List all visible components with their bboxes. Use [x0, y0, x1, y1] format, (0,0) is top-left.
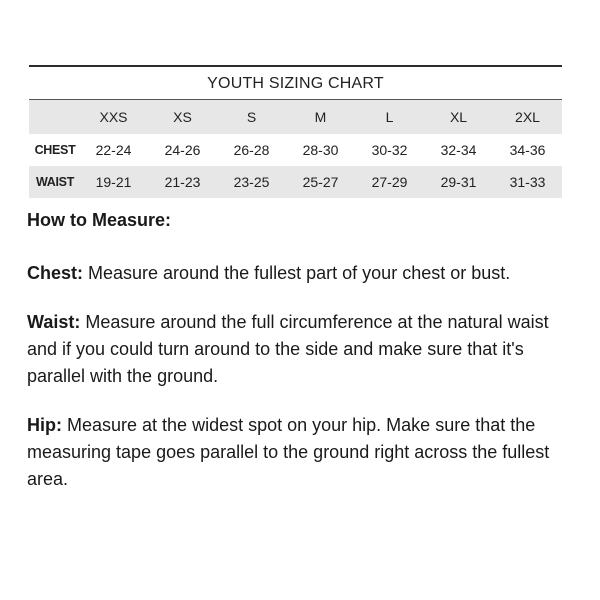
chart-title: YOUTH SIZING CHART [207, 75, 384, 92]
size-header-l: L [385, 109, 394, 125]
hip-instruction [27, 412, 577, 493]
size-header-s: S [246, 109, 257, 125]
row-label-chest: CHEST [34, 143, 76, 157]
waist-instruction-label: Waist: [27, 312, 81, 332]
chest-cell: 22-24 [95, 142, 132, 158]
waist-cell: 31-33 [509, 174, 546, 190]
waist-cell: 21-23 [164, 174, 201, 190]
size-header-xl: XL [449, 109, 468, 125]
chest-cell: 26-28 [233, 142, 270, 158]
waist-instruction-text: Measure around the full circumference at the natural waist and if you could turn around to the side and make sure that it's parallel with the ground. [27, 312, 549, 386]
chest-instruction-text: Measure around the fullest part of your chest or bust. [83, 263, 511, 283]
size-header-xs: XS [173, 109, 192, 125]
hip-instruction-text: Measure at the widest spot on your hip. Make sure that the measuring tape goes parallel to the ground right across the fullest area. [27, 415, 550, 489]
size-header-row [29, 100, 562, 134]
waist-instruction [27, 309, 577, 390]
youth-sizing-chart [29, 65, 562, 198]
chest-cell: 28-30 [302, 142, 339, 158]
chest-row [29, 134, 562, 166]
size-header-xxs: XXS [99, 109, 128, 125]
hip-instruction-label: Hip: [27, 415, 62, 435]
measure-instructions [27, 207, 577, 493]
waist-cell: 27-29 [371, 174, 408, 190]
chest-cell: 30-32 [371, 142, 408, 158]
size-header-m: M [314, 109, 327, 125]
chest-cell: 34-36 [509, 142, 546, 158]
chest-cell: 24-26 [164, 142, 201, 158]
chest-instruction-label: Chest: [27, 263, 84, 283]
measure-heading: How to Measure: [27, 210, 172, 230]
waist-cell: 19-21 [95, 174, 132, 190]
waist-row [29, 166, 562, 198]
waist-cell: 29-31 [440, 174, 477, 190]
chest-cell: 32-34 [440, 142, 477, 158]
chest-instruction [27, 260, 577, 287]
waist-cell: 25-27 [302, 174, 339, 190]
waist-cell: 23-25 [233, 174, 270, 190]
size-header-2xl: 2XL [515, 109, 540, 125]
row-label-waist: WAIST [35, 175, 75, 189]
